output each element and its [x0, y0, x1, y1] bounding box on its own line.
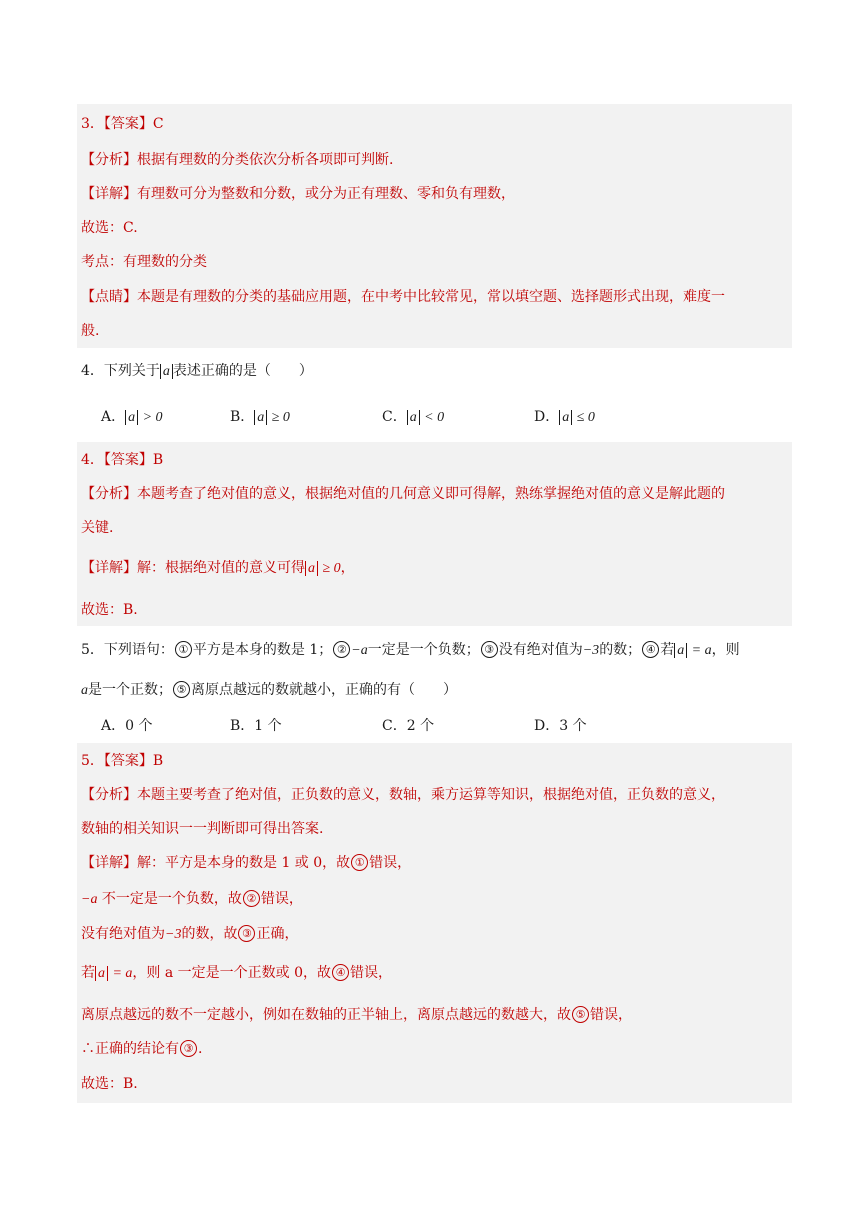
q5-stem-line1	[81, 640, 740, 661]
circle-1: ①	[175, 641, 192, 658]
q4-analysis	[81, 484, 725, 504]
q4-stem	[81, 361, 313, 382]
abs-a: a	[160, 364, 173, 379]
answer-box-q4	[77, 442, 792, 626]
q5-stem-line2	[81, 680, 457, 701]
circle-2: ②	[333, 641, 350, 658]
detail-text: 解：平方是本身的数是 1 或 0，故	[137, 855, 351, 871]
q3-answer: 3．【答案】C	[81, 116, 164, 132]
detail-math: ≥ 0	[322, 561, 341, 576]
option-label: B．	[230, 718, 255, 734]
statement-4-cont: 是一个正数；	[88, 682, 172, 698]
q5-choice: 故选：B.	[81, 1076, 138, 1092]
statement-5: 离原点越远的数就越小，正确的有（ ）	[191, 682, 457, 698]
math-eq-a: = a	[112, 966, 133, 981]
option-label: D．	[534, 718, 560, 734]
detail-tag: 【详解】	[81, 186, 137, 202]
q5-analysis	[81, 785, 725, 805]
q3-analysis	[81, 150, 393, 170]
analysis-text: 本题考查了绝对值的意义，根据绝对值的几何意义即可得解，熟练掌握绝对值的意义是解此题的	[137, 486, 725, 502]
circle-5: ⑤	[572, 1006, 589, 1023]
detail-text: 解：根据绝对值的意义可得	[137, 560, 305, 576]
circle-4: ④	[332, 964, 349, 981]
q3-comment	[81, 287, 725, 307]
statement-2: 一定是一个负数；	[367, 642, 480, 658]
q4-choice: 故选：B.	[81, 602, 138, 618]
abs-a: a	[95, 966, 108, 981]
circle-3: ③	[238, 925, 255, 942]
circle-3: ③	[180, 1040, 197, 1057]
math-eq-a: = a	[691, 643, 712, 658]
statement-3: 没有绝对值为	[498, 642, 583, 658]
option-label: A．	[101, 409, 126, 425]
detail-text: 不一定是一个负数，故	[101, 891, 242, 907]
analysis-tag: 【分析】	[81, 486, 137, 502]
option-label: B．	[230, 409, 255, 425]
q5-detail-5	[81, 1005, 632, 1025]
q5-detail-2	[81, 889, 303, 910]
option-label: C．	[382, 409, 407, 425]
q5-detail-6	[81, 1039, 202, 1059]
abs-a: a	[559, 410, 572, 425]
comment-tag: 【点睛】	[81, 289, 137, 305]
detail-text-end: 错误，	[369, 855, 412, 871]
abs-a: a	[254, 410, 267, 425]
statement-4-end: ，则	[711, 642, 740, 658]
q5-detail-1	[81, 853, 411, 873]
q4-stem-text-2: 表述正确的是（ ）	[172, 363, 313, 379]
detail-text-end: 错误，	[590, 1007, 632, 1023]
detail-text-end: 错误，	[350, 965, 393, 981]
q3-choice: 故选：C.	[81, 220, 138, 236]
option-label: C．	[382, 718, 407, 734]
q4-option-a[interactable]	[101, 407, 163, 428]
q4-detail	[81, 558, 355, 579]
math-neg-a: −a	[81, 892, 98, 907]
option-text: 1 个	[254, 718, 282, 734]
detail-text: 没有绝对值为	[81, 926, 165, 942]
detail-text: 有理数可分为整数和分数，或分为正有理数、零和负有理数，	[137, 186, 515, 202]
option-label: D．	[534, 409, 560, 425]
statement-3-end: 的数；	[599, 642, 642, 658]
detail-text: ∴正确的结论有	[81, 1041, 179, 1057]
q4-analysis-cont: 关键.	[81, 520, 114, 536]
q5-stem-text: 5．下列语句：	[81, 642, 174, 658]
detail-tag: 【详解】	[81, 560, 137, 576]
q4-stem-text: 4．下列关于	[81, 363, 160, 379]
option-text: 3 个	[559, 718, 587, 734]
analysis-tag: 【分析】	[81, 152, 137, 168]
statement-4: 若	[660, 642, 675, 658]
circle-4: ④	[642, 641, 659, 658]
q5-option-b[interactable]	[230, 716, 282, 736]
detail-text-mid: 的数，故	[181, 926, 238, 942]
math-a: a	[81, 683, 88, 698]
q5-option-c[interactable]	[382, 716, 434, 736]
detail-text-end: ，	[340, 560, 355, 576]
q3-detail	[81, 184, 515, 204]
option-rel: > 0	[142, 410, 163, 425]
detail-text-end: .	[198, 1041, 203, 1057]
q3-comment-cont: 般.	[81, 323, 100, 339]
q4-option-b[interactable]	[230, 407, 290, 428]
option-rel: ≤ 0	[576, 410, 595, 425]
option-rel: < 0	[424, 410, 445, 425]
comment-text: 本题是有理数的分类的基础应用题，在中考中比较常见，常以填空题、选择题形式出现，难度一	[137, 289, 725, 305]
circle-1: ①	[351, 854, 368, 871]
detail-text-end: 错误，	[260, 891, 303, 907]
q5-analysis-cont: 数轴的相关知识一一判断即可得出答案.	[81, 821, 324, 837]
analysis-tag: 【分析】	[81, 787, 137, 803]
math-neg-a: −a	[351, 643, 368, 658]
math-neg-3: −3	[165, 927, 182, 942]
detail-text-mid: ，则 a 一定是一个正数或 0，故	[132, 965, 332, 981]
q4-answer: 4．【答案】B	[81, 452, 164, 468]
detail-text: 离原点越远的数不一定越小，例如在数轴的正半轴上，离原点越远的数越大，故	[81, 1007, 571, 1023]
circle-3: ③	[481, 641, 498, 658]
option-text: 2 个	[406, 718, 435, 734]
option-label: A．	[101, 718, 126, 734]
analysis-text: 本题主要考查了绝对值，正负数的意义，数轴，乘方运算等知识，根据绝对值，正负数的意义，	[137, 787, 725, 803]
q3-topic: 考点：有理数的分类	[81, 254, 207, 270]
math-neg-3: −3	[582, 643, 600, 658]
option-rel: ≥ 0	[271, 410, 290, 425]
option-text: 0 个	[125, 718, 153, 734]
q5-detail-4	[81, 963, 392, 984]
detail-text: 若	[81, 965, 95, 981]
abs-a: a	[674, 643, 687, 658]
statement-1: 平方是本身的数是 1；	[192, 642, 333, 658]
q4-option-c[interactable]	[382, 407, 444, 428]
q5-option-a[interactable]	[101, 716, 152, 736]
answer-box-q3	[77, 104, 792, 348]
detail-text-end: 正确，	[256, 926, 299, 942]
circle-5: ⑤	[173, 681, 190, 698]
analysis-text: 根据有理数的分类依次分析各项即可判断.	[137, 152, 394, 168]
circle-2: ②	[243, 890, 260, 907]
detail-tag: 【详解】	[81, 855, 137, 871]
abs-a: a	[407, 410, 420, 425]
abs-a: a	[305, 561, 318, 576]
abs-a: a	[125, 410, 138, 425]
q4-option-d[interactable]	[534, 407, 595, 428]
q5-answer: 5．【答案】B	[81, 753, 164, 769]
q5-option-d[interactable]	[534, 716, 587, 736]
q5-detail-3	[81, 924, 298, 945]
